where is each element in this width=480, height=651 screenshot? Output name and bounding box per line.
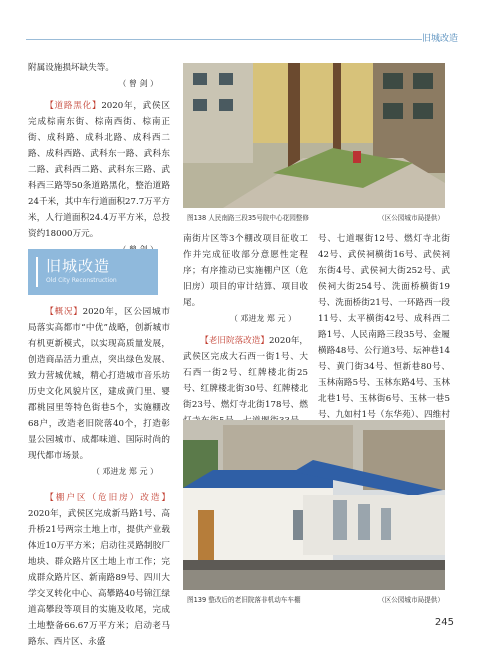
paragraph-text: 2020年，武侯区完成大石西一街1号、大石西一街2号、红牌楼北街25号、红牌楼北街30号、红牌楼北街23号、燃灯寺北街178号、燃 <box>183 336 309 410</box>
section-header: 旧城改造 <box>421 34 458 44</box>
photo-caption: 图139 整改后的老旧院落非机动车车棚 <box>187 596 301 604</box>
section-tag: 【棚户区（危旧房）改造】 <box>45 493 170 503</box>
section-tag: 【道路黑化】 <box>45 101 102 111</box>
paragraph: 附属设施损坏缺失等。 <box>28 63 114 73</box>
author: （ 曾 剑 ） <box>118 79 158 88</box>
author: （ 邓进龙 郑 元 ） <box>91 467 158 476</box>
photo-credit: （区公园城市局提供） <box>378 214 444 222</box>
middle-column <box>183 231 308 445</box>
paragraph-text: 2020年，武侯区完成新马路1号、高升桥21号两宗土地上市，提供产业载体近10万平方米；启动往灵路制胶厂地块、群众路片区土地上市工作；完成群众路片区、新南路89号、四川大学交叉转化中心、高攀路40号锦江绿道高攀段等项目的实施及收尾，完成土地整备66.67万平方米；启动老马路东、西片区、永盛 <box>28 509 170 647</box>
paragraph-overview <box>28 304 170 464</box>
paragraph-continued: 号、七道堰街12号、燃灯寺北街42号、武侯祠横街16号、武侯祠东街4号、武侯祠大街252号、武侯祠大街254号、洗面桥横街19号、洗面桥街21号、一环路西一段11号、太平横街42号、成科西二路1号、人民南路三段35号、金履横路48号、公行道3号、坛神巷14号、黄门街34号、恒新巷80号、玉林南路5号、玉林东路4号、玉林北巷1号、玉林街6号、玉林一巷5号、九如村1号（东华苑）、四维村 <box>318 234 450 420</box>
photo-bike-shed <box>183 420 445 590</box>
left-column-lower <box>28 304 170 650</box>
photo-caption: 图138 人民南路三段35号院中心花园整修 <box>187 214 309 222</box>
bike-shed-photo-illustration <box>183 420 445 590</box>
banner-bar <box>36 257 38 287</box>
left-column <box>28 60 170 258</box>
section-banner <box>28 249 158 295</box>
section-tag: 【老旧院落改造】 <box>200 336 269 346</box>
author: （ 邓进龙 郑 元 ） <box>229 314 296 323</box>
paragraph-text: 2020年，区公园城市局落实高都市“中优”战略，创新城市有机更新模式，以实现高质量发展，创造商品活力重点，突出绿色发展、致力营城优城，精心打造城市音乐坊历史文化风貌片区，建成黄门里、婴郡桃园里等特色街巷5个，实施棚改68户，改造老旧院落40个，打造彰显公园城市、成都味道、国际时尚的现代都市场景。 <box>28 307 170 461</box>
photo-credit: （区公园城市局提供） <box>378 596 444 604</box>
banner-subtitle: Old City Reconstruction <box>46 277 117 284</box>
header-rule <box>26 39 422 40</box>
paragraph-road <box>28 98 170 242</box>
right-column <box>318 231 450 439</box>
banner-title: 旧城改造 <box>46 257 111 275</box>
page-number: 245 <box>434 617 454 628</box>
section-tag: 【概况】 <box>45 307 83 317</box>
photo-garden <box>183 63 445 208</box>
paragraph-continued: 南街片区等3个棚改项目征收工作并完成征收部分意愿性定程序；有序推动已实施棚户区（危旧房）项目的审计结算、项目收尾。 <box>183 234 308 308</box>
paragraph-text: 2020年，武侯区完成棕南东街、棕南西街、棕南正街、成科路、成科北路、成科西二路、成科西路、武科东一路、武科东二路、武科西二路、武科东三路、武科西三路等50条道路黑化，整治道路24千米，其中车行道面积27.7万平方米，人行道面积24.4万平方米，总投资约18000万元。 <box>28 101 170 239</box>
garden-photo-illustration <box>183 63 445 208</box>
paragraph-shantytown <box>28 490 170 650</box>
